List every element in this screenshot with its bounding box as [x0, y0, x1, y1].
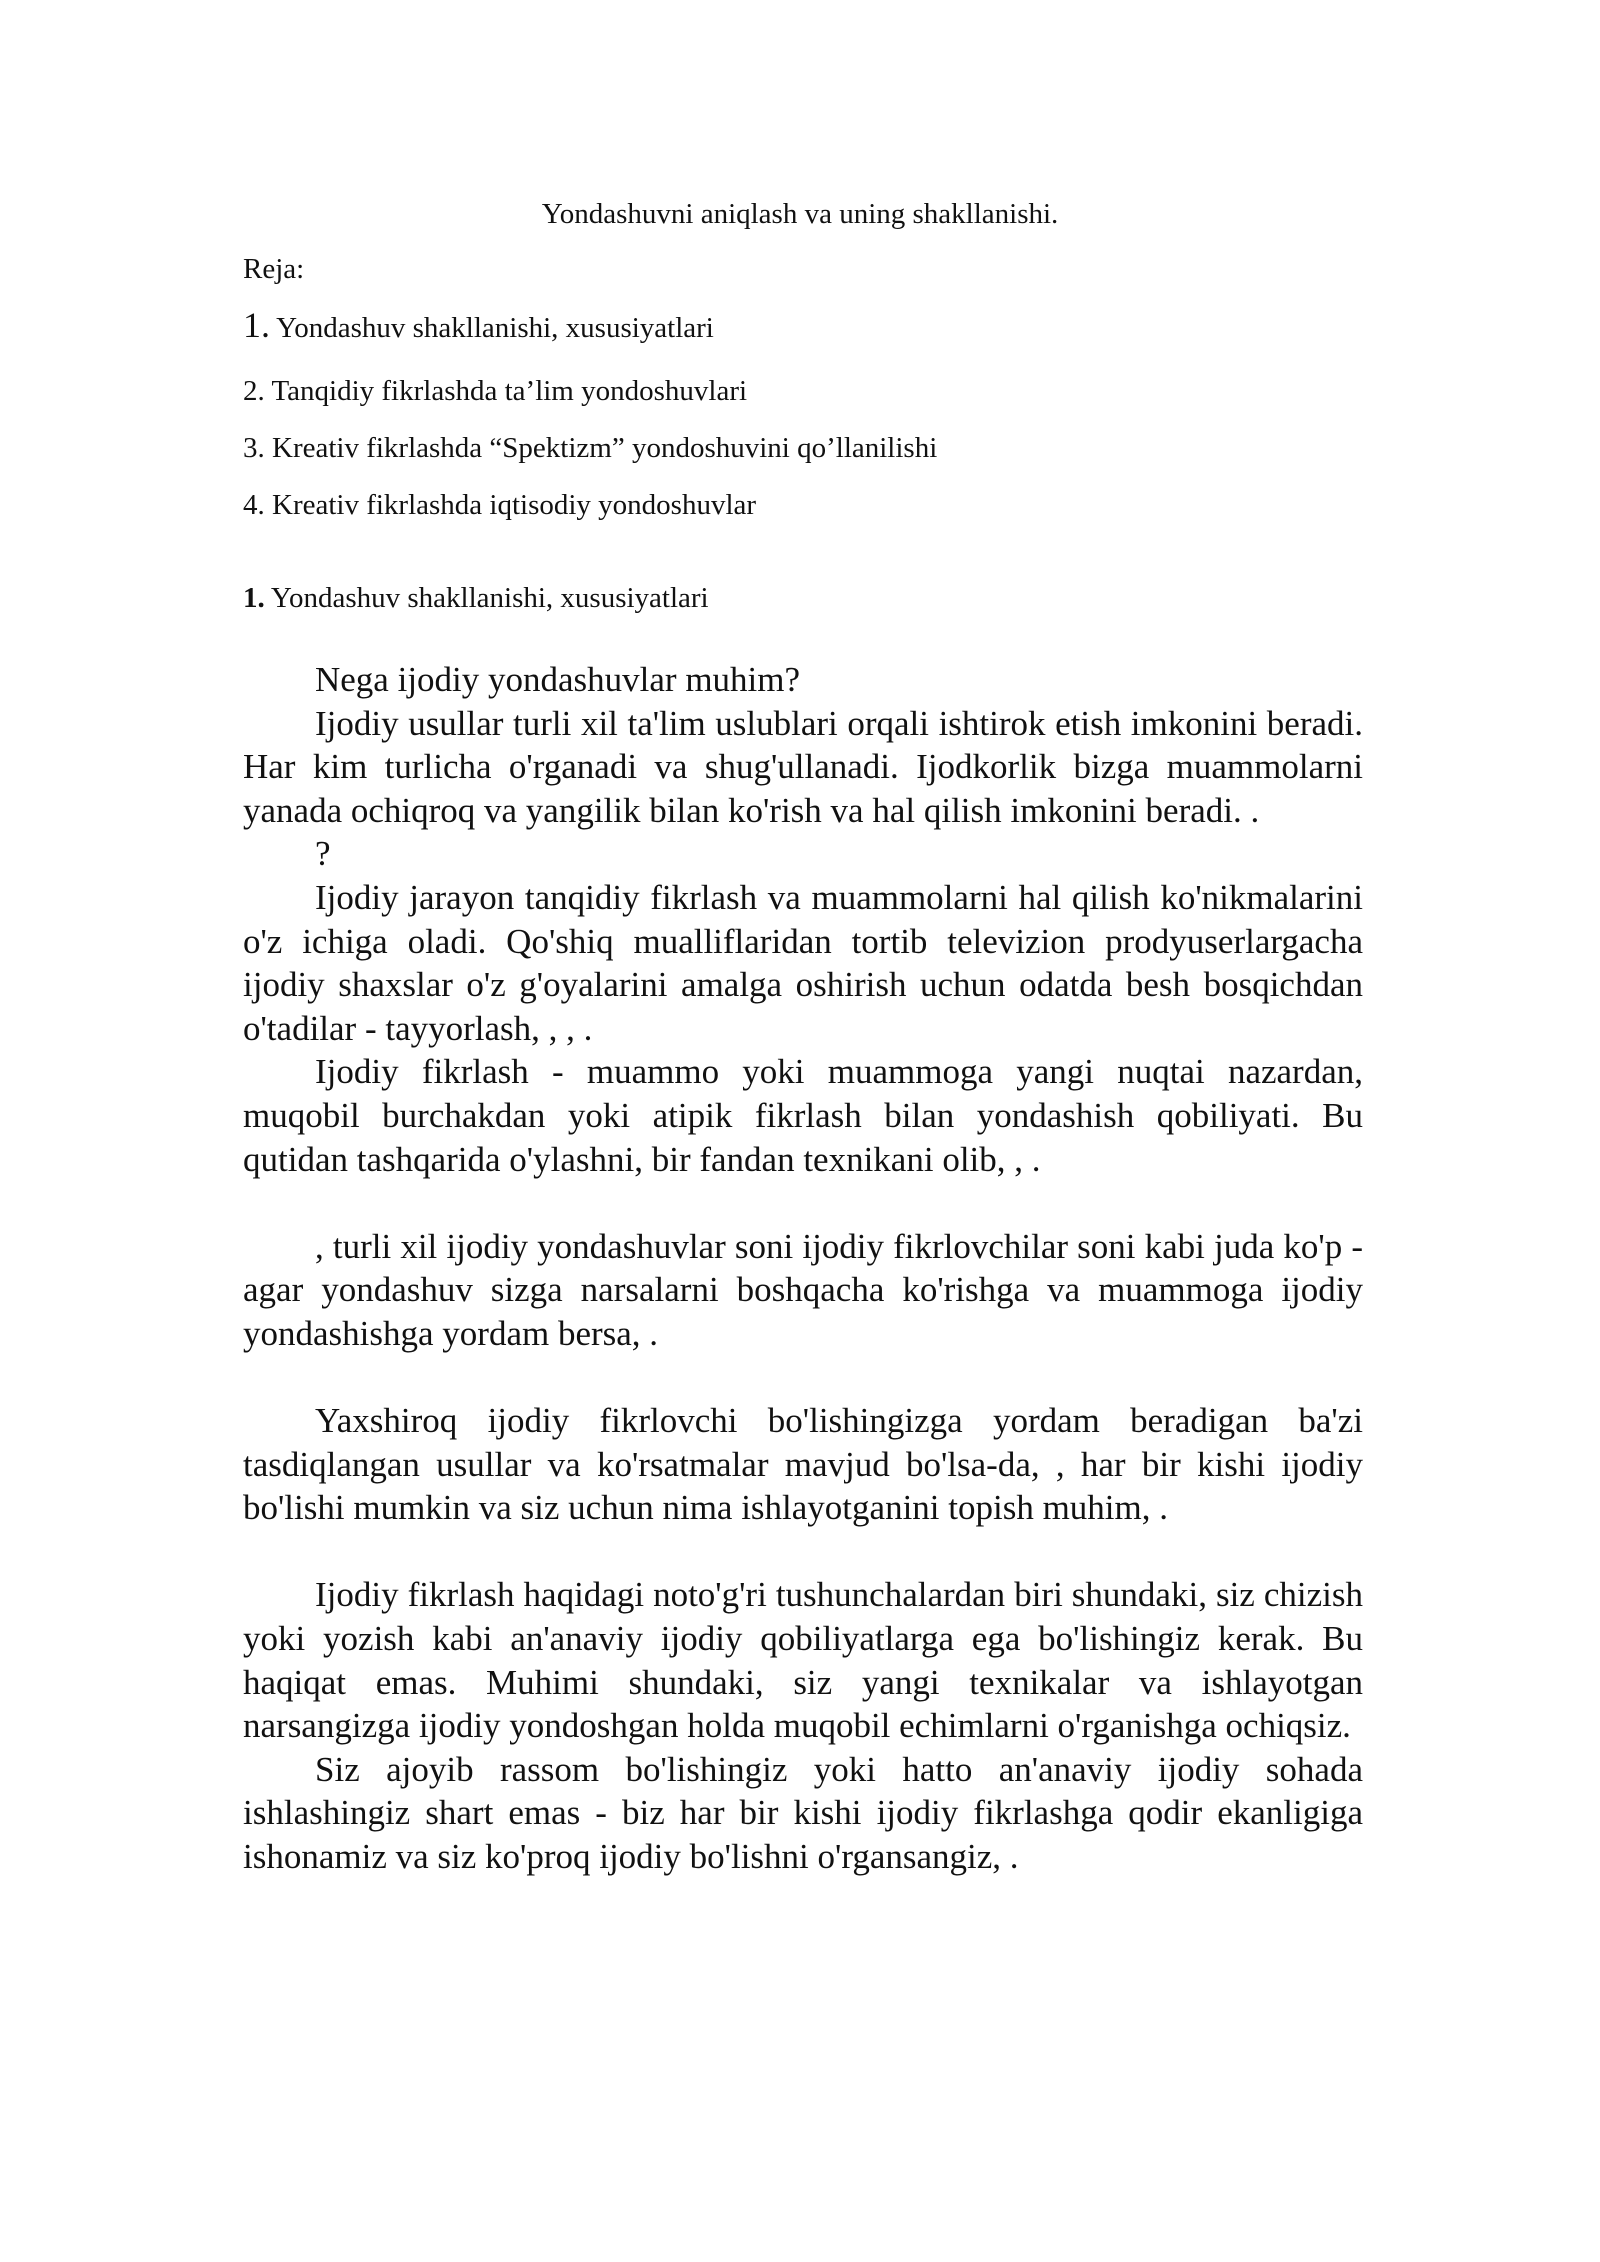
plan-item-1 [243, 307, 1373, 346]
plan-label: Reja: [243, 253, 305, 285]
plan-item-2 [243, 373, 1373, 409]
paragraph-3: Ijodiy fikrlash - muammo yoki muammoga yangi nuqtai nazardan, muqobil burchakdan yoki atipik fikrlash bilan yondashish qobiliyati. Bu qutidan tashqarida o'ylashni, bir fandan texnikani olib, , . [243, 1052, 1363, 1179]
plan-item-number: 2. [243, 375, 265, 407]
plan-item-number: 1. [243, 305, 270, 345]
plan-item-3 [243, 430, 1373, 466]
section-heading-text: Yondashuv shakllanishi, xususiyatlari [264, 582, 709, 614]
plan-item-text: Yondashuv shakllanishi, xususiyatlari [270, 312, 714, 344]
paragraph-spacer [243, 1530, 1363, 1574]
paragraph-4: , turli xil ijodiy yondashuvlar soni ijodiy fikrlovchilar soni kabi juda ko'p - agar yondashuv sizga narsalarni boshqacha ko'rishga va muammoga ijodiy yondashishga yordam bersa, . [243, 1226, 1363, 1353]
section-heading [243, 580, 1373, 616]
section-heading-number: 1. [243, 582, 265, 614]
plan-item-text: Kreativ fikrlashda “Spektizm” yondoshuvini qo’llanilishi [264, 432, 938, 464]
paragraph-spacer [243, 1181, 1363, 1225]
plan-item-number: 3. [243, 432, 265, 464]
paragraph-question: Nega ijodiy yondashuvlar muhim? [315, 660, 801, 699]
plan-item-text: Kreativ fikrlashda iqtisodiy yondoshuvlar [264, 489, 757, 521]
plan-item-number: 4. [243, 489, 265, 521]
plan-item-4 [243, 487, 1373, 523]
paragraph-question-mark: ? [315, 834, 331, 874]
paragraph-spacer [243, 1356, 1363, 1400]
paragraph-2: Ijodiy jarayon tanqidiy fikrlash va muammolarni hal qilish ko'nikmalarini o'z ichiga oladi. Qo'shiq mualliflaridan tortib televizion prodyuserlargacha ijodiy shaxslar o'z g'oyalarini amalga oshirish uchun odatda besh bosqichdan o'tadilar - tayyorlash, , , . [243, 877, 1363, 1048]
paragraph-7: Siz ajoyib rassom bo'lishingiz yoki hatto an'anaviy ijodiy sohada ishlashingiz shart emas - biz har bir kishi ijodiy fikrlashga qodir ekanligiga ishonamiz va siz ko'proq ijodiy bo'lishni o'rgansangiz, . [243, 1749, 1363, 1877]
body-text [243, 658, 1363, 1879]
document-title: Yondashuvni aniqlash va uning shakllanishi. [541, 198, 1059, 230]
paragraph-6: Ijodiy fikrlash haqidagi noto'g'ri tushunchalardan biri shundaki, siz chizish yoki yozish kabi an'anaviy ijodiy qobiliyatlarga ega bo'lishingiz kerak. Bu haqiqat emas. Muhimi shundaki, siz yangi texnikalar va ishlayotgan narsangizga ijodiy yondoshgan holda muqobil echimlarni o'rganishga ochiqsiz. [243, 1575, 1363, 1746]
paragraph-5: Yaxshiroq ijodiy fikrlovchi bo'lishingizga yordam beradigan ba'zi tasdiqlangan usullar va ko'rsatmalar mavjud bo'lsa-da, , har bir kishi ijodiy bo'lishi mumkin va siz uchun nima ishlayotganini topish muhim, . [243, 1401, 1363, 1528]
plan-item-text: Tanqidiy fikrlashda ta’lim yondoshuvlari [264, 375, 748, 407]
paragraph-1: Ijodiy usullar turli xil ta'lim uslublari orqali ishtirok etish imkonini beradi. Har kim turlicha o'rganadi va shug'ullanadi. Ijodkorlik bizga muammolarni yanada ochiqroq va yangilik bilan ko'rish va hal qilish imkonini beradi. . [243, 703, 1363, 830]
